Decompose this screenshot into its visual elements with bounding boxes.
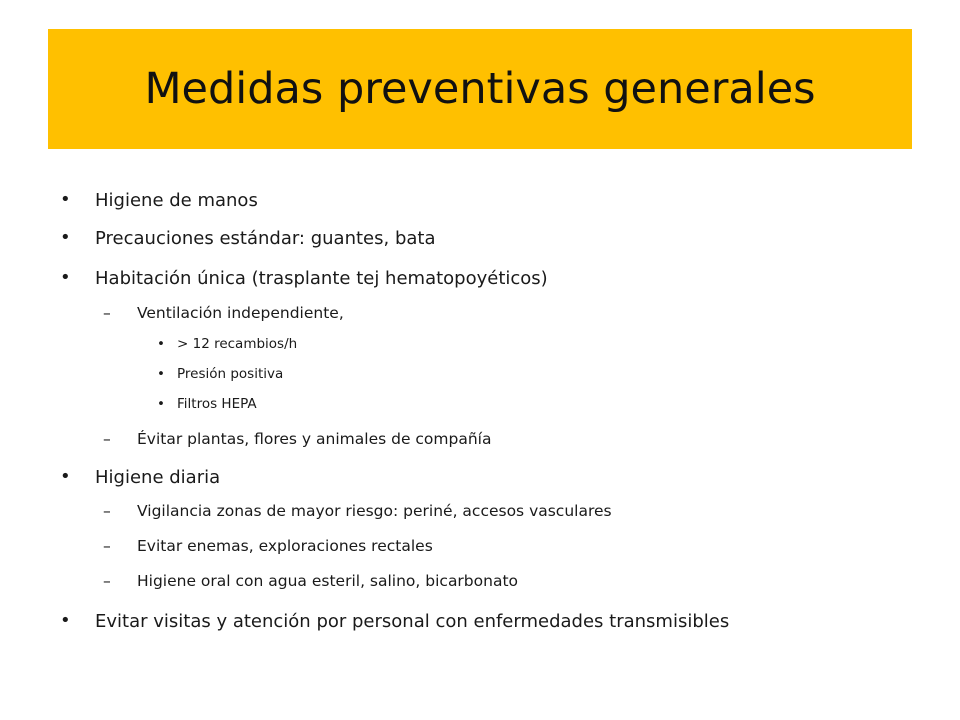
bullet-text-level-1: Habitación única (trasplante tej hematopoyéticos) (95, 268, 548, 289)
bullet-text-level-2: Higiene oral con agua esteril, salino, bicarbonato (137, 572, 519, 590)
dash-marker: – (103, 537, 111, 555)
dash-marker: – (103, 430, 111, 448)
bullet-text-level-1: Higiene diaria (95, 467, 221, 488)
bullet-marker: • (60, 466, 71, 487)
bullet-marker: • (157, 366, 165, 382)
bullet-text-level-1: Higiene de manos (95, 190, 258, 211)
bullet-text-level-1: Evitar visitas y atención por personal con enfermedades transmisibles (95, 611, 730, 632)
bullet-text-level-2: Évitar plantas, flores y animales de compañía (137, 430, 492, 448)
dash-marker: – (103, 304, 111, 322)
bullet-marker: • (157, 396, 165, 412)
bullet-marker: • (60, 610, 71, 631)
slide-title: Medidas preventivas generales (144, 64, 816, 114)
bullet-marker: • (157, 336, 165, 352)
bullet-text-level-2: Ventilación independiente, (137, 304, 344, 322)
bullet-marker: • (60, 267, 71, 288)
bullet-marker: • (60, 227, 71, 248)
bullet-text-level-1: Precauciones estándar: guantes, bata (95, 228, 436, 249)
bullet-text-level-2: Vigilancia zonas de mayor riesgo: periné, accesos vasculares (137, 502, 612, 520)
bullet-text-level-3: > 12 recambios/h (177, 336, 298, 352)
dash-marker: – (103, 502, 111, 520)
dash-marker: – (103, 572, 111, 590)
bullet-text-level-2: Evitar enemas, exploraciones rectales (137, 537, 433, 555)
bullet-text-level-3: Filtros HEPA (177, 396, 257, 412)
bullet-marker: • (60, 189, 71, 210)
bullet-text-level-3: Presión positiva (177, 366, 284, 382)
